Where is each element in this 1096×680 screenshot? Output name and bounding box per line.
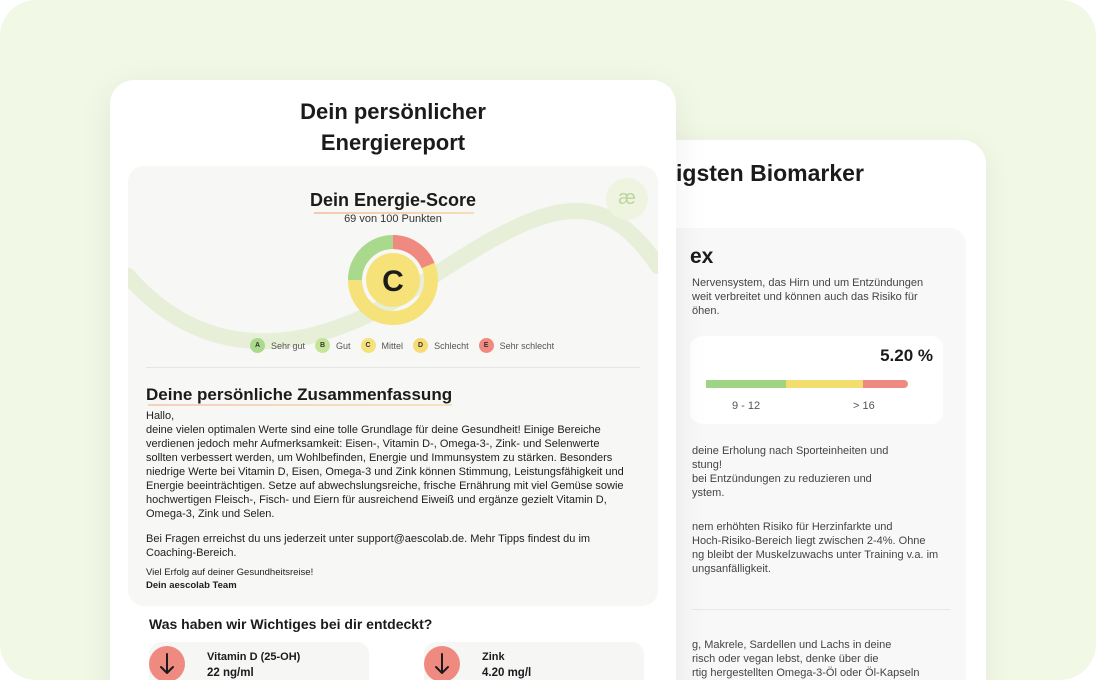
legend-item-c	[361, 338, 404, 353]
range-segment-medium	[786, 380, 863, 388]
score-title: Dein Energie-Score	[309, 190, 477, 210]
page-title	[110, 96, 676, 158]
page-title-line2: Energiereport	[320, 130, 466, 155]
legend-dot: D	[413, 338, 428, 353]
finding-card-vitamin-d[interactable]	[149, 642, 369, 680]
legend-dot: B	[315, 338, 330, 353]
legend-item-b	[315, 338, 351, 353]
legend-item-d	[413, 338, 469, 353]
grade-legend	[250, 338, 554, 353]
biomarker-value-box	[690, 336, 943, 424]
biomarker-tips: deine Erholung nach Sporteinheiten und stung! bei Entzündungen zu reduzieren und ystem.	[692, 445, 889, 499]
legend-label: Schlecht	[434, 340, 469, 351]
arrow-down-icon	[149, 646, 185, 680]
range-bar	[706, 380, 908, 388]
legend-item-a	[250, 338, 305, 353]
legend-label: Gut	[336, 340, 351, 351]
aescolab-logo-icon: æ	[606, 178, 648, 220]
score-donut-chart	[346, 233, 440, 327]
legend-dot: E	[479, 338, 494, 353]
findings-title: Was haben wir Wichtiges bei dir entdeckt?	[149, 616, 433, 632]
range-segment-bad	[863, 380, 908, 388]
biomarker-value: 5.20 %	[880, 346, 933, 365]
finding-value: 22 ng/ml	[207, 667, 254, 679]
summary-signoff: Viel Erfolg auf deiner Gesundheitsreise!	[146, 567, 314, 578]
range-label-high: > 16	[853, 400, 875, 412]
range-label-middle: 9 - 12	[732, 400, 761, 412]
summary-title: Deine persönliche Zusammenfassung	[146, 385, 453, 404]
title-underline	[148, 404, 452, 406]
biomarker-description: Nervensystem, das Hirn und um Entzündungen weit verbreitet und können auch das Risiko für öhen.	[692, 277, 924, 317]
legend-label: Sehr schlecht	[499, 340, 555, 351]
finding-card-zink[interactable]	[424, 642, 644, 680]
legend-label: Sehr gut	[271, 340, 306, 351]
summary-signature: Dein aescolab Team	[146, 580, 237, 591]
summary-contact: Bei Fragen erreichst du uns jederzeit unter support@aescolab.de. Mehr Tipps findest du im Coaching-Bereich.	[146, 533, 591, 559]
legend-dot: A	[250, 338, 265, 353]
energy-report-card	[110, 80, 676, 680]
finding-name: Vitamin D (25-OH)	[207, 651, 301, 663]
biomarker-panel	[630, 228, 966, 680]
divider	[146, 367, 640, 368]
biomarker-recommendation: g, Makrele, Sardellen und Lachs in deine risch oder vegan lebst, denke über die rtig hergestellten Omega-3-Öl oder Öl-Kapseln	[692, 639, 920, 679]
range-segment-good	[706, 380, 786, 388]
finding-name: Zink	[482, 651, 505, 663]
divider	[692, 609, 950, 610]
biomarker-card-title: igsten Biomarker	[676, 160, 864, 186]
score-grade: C	[382, 265, 404, 298]
summary-text: Hallo, deine vielen optimalen Werte sind eine tolle Grundlage für deine Gesundheit! Einige Bereiche verdienen jedoch mehr Aufmerksamkeit: Eisen-, Vitamin D-, Omega-3-, Zink- und Selenwerte sollten verbessert werden, um Wohlbefinden, Energie und Immunsystem zu stärken. Besonders niedrige Werte bei Vitamin D, Eisen, Omega-3 und Zink können Stimmung, Leistungsfähigkeit und Energie beeinträchtigen. Setze auf abwechslungsreiche, frische Ernährung mit viel Gemüse sowie hochwertigen Fleisch-, Fisch- und Eiern für ausreichend Eiweiß und ergänze gezielt Vitamin D, Omega-3, Zink und Selen.	[146, 410, 624, 520]
biomarker-risk-text: nem erhöhten Risiko für Herzinfarkte und Hoch-Risiko-Bereich liegt zwischen 2-4%. Ohne ng bleibt der Muskelzuwachs unter Training v.a. im ungsanfälligkeit.	[692, 521, 939, 575]
score-points: 69 von 100 Punkten	[344, 213, 442, 225]
legend-item-e	[479, 338, 555, 353]
score-panel	[128, 166, 658, 606]
biomarker-panel-title: ex	[690, 245, 714, 268]
legend-label: Mittel	[381, 340, 404, 351]
finding-value: 4.20 mg/l	[482, 667, 532, 679]
legend-dot: C	[361, 338, 376, 353]
page-title-line1: Dein persönlicher	[300, 99, 486, 124]
arrow-down-icon	[424, 646, 460, 680]
